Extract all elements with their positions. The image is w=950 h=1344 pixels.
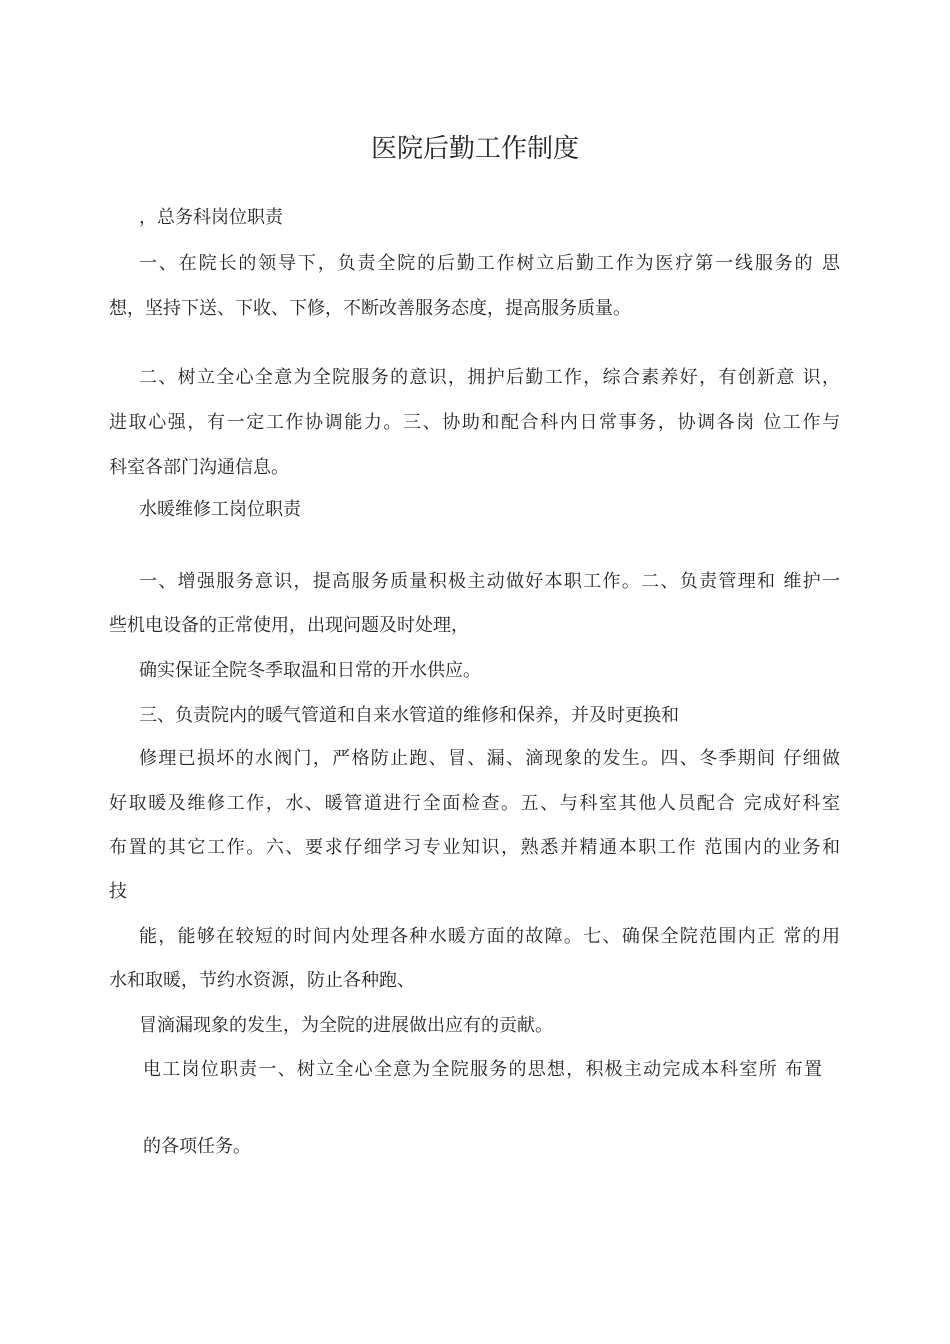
section-heading-plumbing: 水暖维修工岗位职责	[139, 499, 301, 520]
paragraph-line: 进取心强，有一定工作协调能力。三、协助和配合科内日常事务，协调各岗 位工作与	[109, 412, 840, 433]
paragraph-line: 三、负责院内的暖气管道和自来水管道的维修和保养，并及时更换和	[139, 705, 679, 726]
paragraph-line: 的各项任务。	[143, 1136, 251, 1157]
paragraph-line: 二、树立全心全意为全院服务的意识，拥护后勤工作，综合素养好，有创新意 识，	[139, 367, 840, 388]
paragraph-line: 修理已损坏的水阀门，严格防止跑、冒、漏、滴现象的发生。四、冬季期间 仔细做	[139, 748, 840, 769]
paragraph-line: 能，能够在较短的时间内处理各种水暖方面的故障。七、确保全院范围内正 常的用	[139, 926, 840, 947]
paragraph-line: 技	[109, 881, 127, 902]
paragraph-line: 好取暖及维修工作，水、暖管道进行全面检查。五、与科室其他人员配合 完成好科室	[109, 793, 840, 814]
section-heading-electrician: 电工岗位职责一、树立全心全意为全院服务的思想，积极主动完成本科室所 布置	[143, 1059, 822, 1080]
paragraph-line: 确实保证全院冬季取温和日常的开水供应。	[139, 660, 481, 681]
paragraph-line: 布置的其它工作。六、要求仔细学习专业知识，熟悉并精通本职工作 范围内的业务和	[109, 837, 840, 858]
paragraph-line: 一、在院长的领导下，负责全院的后勤工作树立后勤工作为医疗第一线服务的 思	[139, 253, 840, 274]
paragraph-line: 些机电设备的正常使用，出现问题及时处理，	[109, 615, 469, 636]
paragraph-line: 科室各部门沟通信息。	[109, 457, 289, 478]
paragraph-line: 一、增强服务意识，提高服务质量积极主动做好本职工作。二、负责管理和 维护一	[139, 571, 840, 592]
paragraph-line: 冒滴漏现象的发生，为全院的进展做出应有的贡献。	[139, 1015, 553, 1036]
section-heading-general-affairs: ，总务科岗位职责	[139, 207, 283, 228]
paragraph-line: 想，坚持下送、下收、下修，不断改善服务态度，提高服务质量。	[109, 298, 631, 319]
paragraph-line: 水和取暖，节约水资源，防止各种跑、	[109, 970, 415, 991]
page-title: 医院后勤工作制度	[370, 134, 579, 164]
